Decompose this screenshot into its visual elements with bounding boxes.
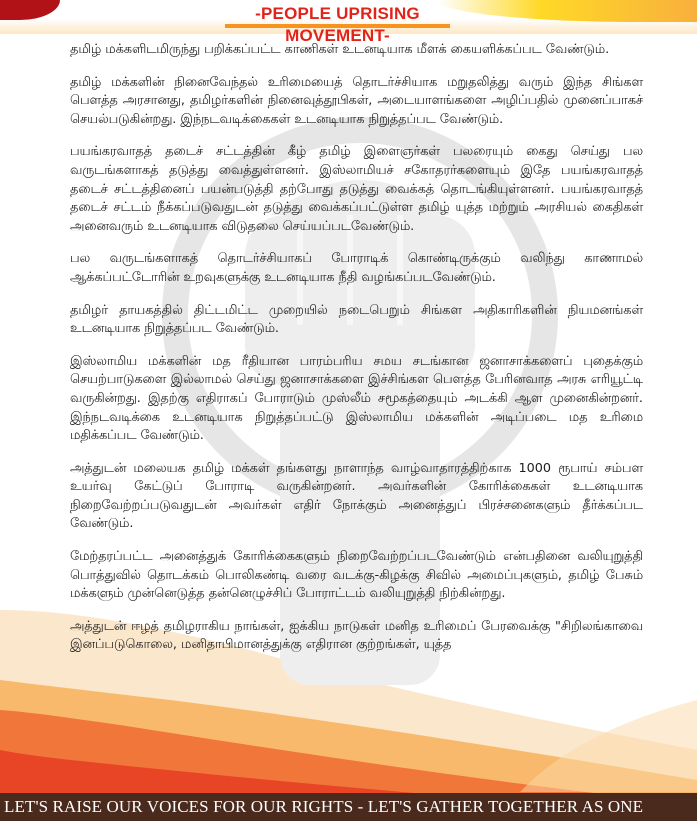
movement-title: -PEOPLE UPRISING MOVEMENT- [255,4,420,45]
paragraph-7: அத்துடன் மலையக தமிழ் மக்கள் தங்களது நாளாந்த வாழ்வாதாரத்திற்காக 1000 ரூபாய் சம்பள உயர்வு கேட்டுப் போராடி வருகின்றனர். அவர்களின் கோரிக்கைகள் உடனடியாக நிறைவேற்றப்படுவதுடன் அவர்கள் எதிர் நோக்கும் அனைத்துப் பிரச்சனைகளும் தீர்க்கப்பட வேண்டும். [70,460,643,532]
footer-slogan: LET'S RAISE OUR VOICES FOR OUR RIGHTS - LET'S GATHER TOGETHER AS ONE [4,797,644,816]
header-band [0,0,697,45]
paragraph-2: தமிழ் மக்களின் நினைவேந்தல் உரிமையைத் தொடர்ச்சியாக மறுதலித்து வரும் இந்த சிங்கள பௌத்த அரசானது, தமிழர்களின் நினைவுத்தூபிகள், அடையாளங்களை அழிப்பதில் முனைப்பாகச் செயல்படுகின்றது. இந்நடவடிக்கைகள் உடனடியாக நிறுத்தப்பட வேண்டும். [70,74,643,127]
logo-fragment [0,0,60,20]
paragraph-8: மேற்தரப்பட்ட அனைத்துக் கோரிக்கைகளும் நிறைவேற்றப்படவேண்டும் என்பதினை வலியுறுத்தி பொத்துவில் தொடக்கம் பொலிகண்டி வரை வடக்கு-கிழக்கு சிவில் அமைப்புகளும், தமிழ் பேசும் மக்களும் முன்னெடுத்த தன்னெழுச்சிப் போராட்டம் வலியுறுத்தி நிற்கின்றது. [70,549,643,602]
paragraph-3: பயங்கரவாதத் தடைச் சட்டத்தின் கீழ் தமிழ் இளைஞர்கள் பலரையும் கைது செய்து பல வருடங்களாகத் தடுத்து வைத்துள்ளனர். இஸ்லாமியச் சகோதரர்களையும் இதே பயங்கரவாதத் தடைச் சட்டத்தினைப் பயன்படுத்தி தற்போது தடுத்து வைக்கத் தொடங்கியுள்ளனர். பயங்கரவாதத் தடைச் சட்டம் நீக்கப்படுவதுடன் தடுத்து வைக்கப்பட்டுள்ள தமிழ் யுத்த மற்றும் அரசியல் கைதிகள் அனைவரும் உடனடியாக விடுதலை செய்யப்படவேண்டும். [70,144,643,234]
paragraph-6: இஸ்லாமிய மக்களின் மத ரீதியான பாரம்பரிய சமய சடங்கான ஜனாசாக்களைப் புதைக்கும் செயற்பாடுகளை இல்லாமல் செய்து ஜனாசாக்களை இச்சிங்கள பௌத்த பேரினவாத அரசு எரியூட்டி வருகின்றது. இதற்கு எதிராகப் போராடும் முஸ்லீம் சமூகத்தையும் அடக்கி ஆள முனைகின்றனர். இந்நடவடிக்கை உடனடியாக நிறுத்தப்பட்டு இஸ்லாமிய மக்களின் அடிப்படை மத உரிமை மதிக்கப்பட வேண்டும். [70,353,643,444]
header-swoosh [437,0,697,22]
document-body [70,41,643,669]
paragraph-9: அத்துடன் ஈழத் தமிழராகிய நாங்கள், ஐக்கிய நாடுகள் மனித உரிமைப் பேரவைக்கு "சிறிலங்காவை இனப்படுகொலை, மனிதாபிமானத்துக்கு எதிரான குற்றங்கள், யுத்த [70,618,643,653]
paragraph-1: தமிழ் மக்களிடமிருந்து பறிக்கப்பட்ட காணிகள் உடனடியாக மீளக் கையளிக்கப்பட வேண்டும். [70,42,610,57]
footer-banner [0,793,697,821]
paragraph-4: பல வருடங்களாகத் தொடர்ச்சியாகப் போராடிக் கொண்டிருக்கும் வலிந்து காணாமல் ஆக்கப்பட்டோரின் உறவுகளுக்கு உடனடியாக நீதி வழங்கப்படவேண்டும். [70,251,643,285]
paragraph-5: தமிழர் தாயகத்தில் திட்டமிட்ட முறையில் நடைபெறும் சிங்கள அதிகாரிகளின் நியமனங்கள் உடனடியாக நிறுத்தப்பட வேண்டும். [70,302,643,337]
